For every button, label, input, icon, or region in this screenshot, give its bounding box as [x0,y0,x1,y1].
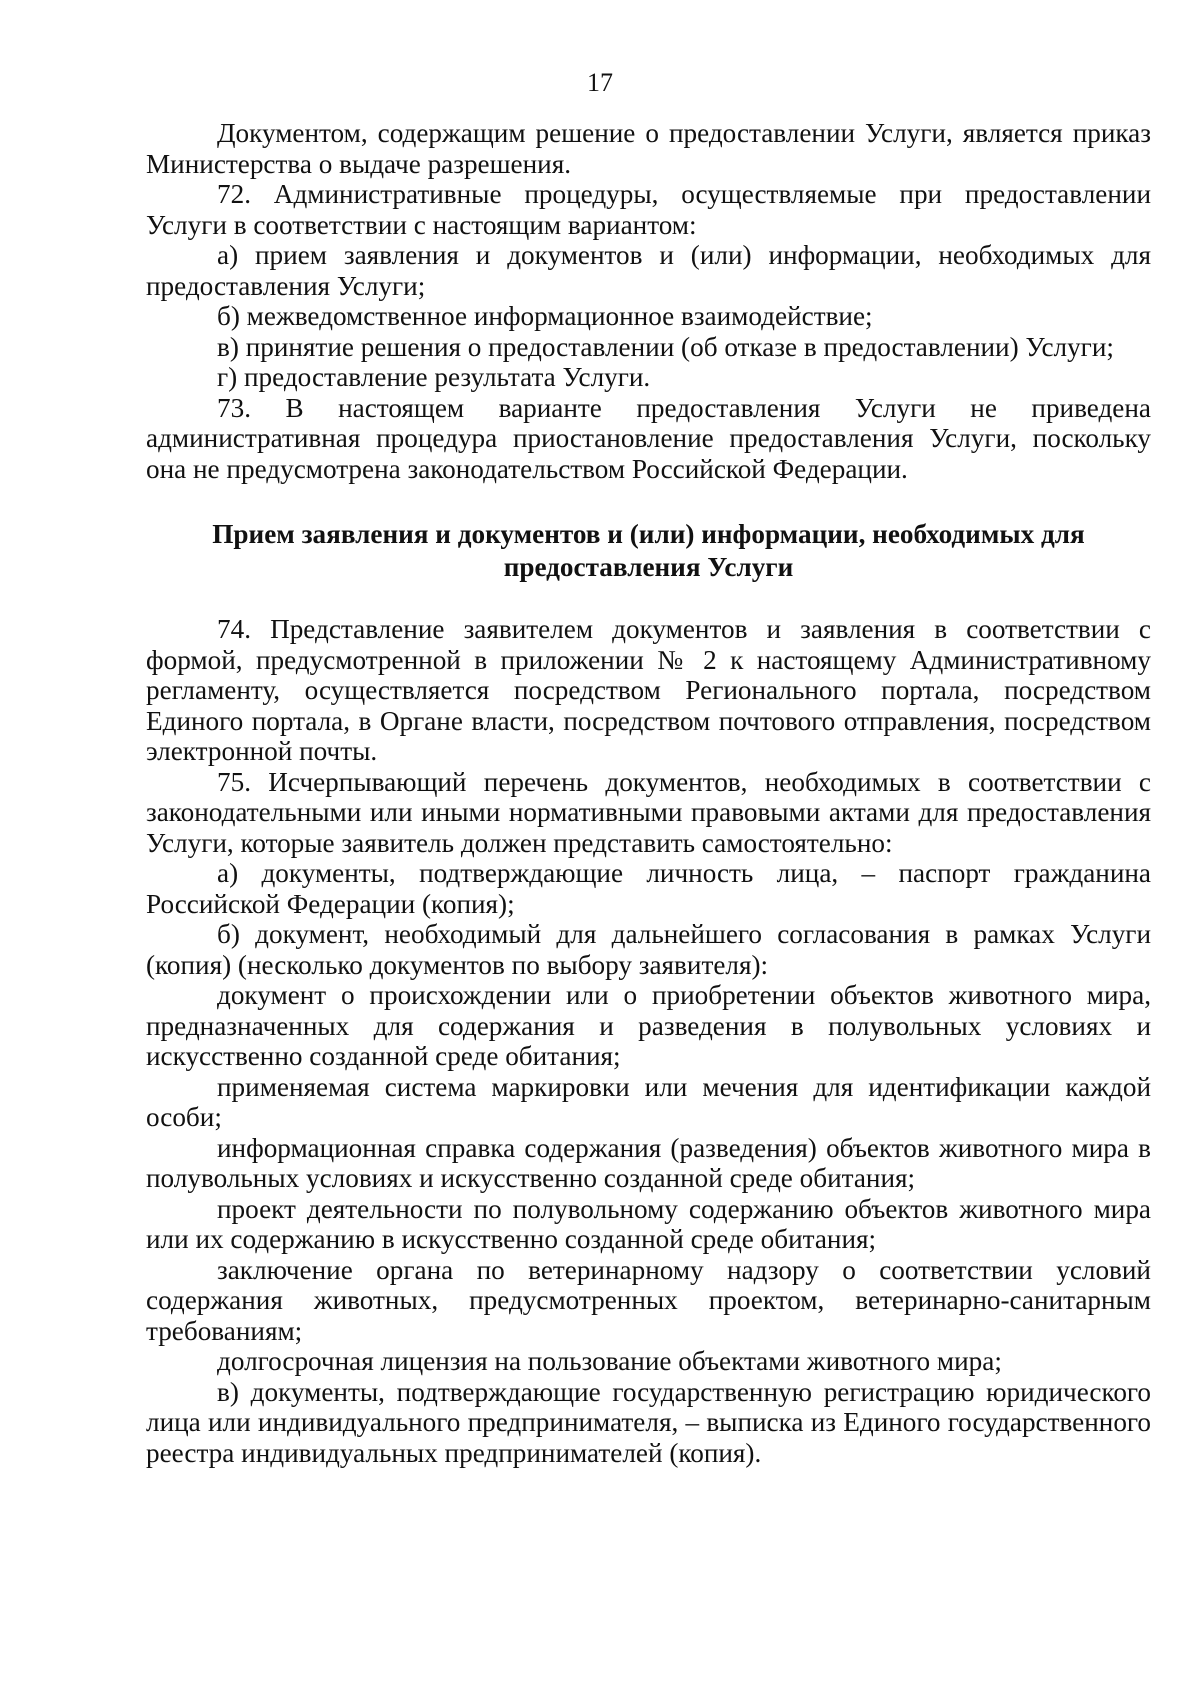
document-body [146,118,1151,1468]
paragraph-result-document: Документом, содержащим решение о предоставлении Услуги, является приказ Министерства о выдаче разрешения. [146,118,1151,179]
list-item-75b-origin-document: документ о происхождении или о приобретении объектов животного мира, предназначенных для содержания и разведения в полувольных условиях и искусственно созданной среде обитания; [146,980,1151,1071]
list-item-72b: б) межведомственное информационное взаимодействие; [217,301,873,331]
paragraph-73: 73. В настоящем варианте предоставления Услуги не приведена административная процедура приостановление предоставления Услуги, поскольку она не предусмотрена законодательством Российской Федерации. [146,392,1151,484]
list-item-75v: в) документы, подтверждающие государственную регистрацию юридического лица или индивидуального предпринимателя, – выписка из Единого государственного реестра индивидуальных предпринимателей (копия). [146,1376,1151,1468]
paragraph-75: 75. Исчерпывающий перечень документов, необходимых в соответствии с законодательными или иными нормативными правовыми актами для предоставления Услуги, которые заявитель должен представить самостоятельно: [146,766,1151,858]
page-number: 17 [587,68,613,97]
list-item-75b-marking-system: применяемая система маркировки или мечения для идентификации каждой особи; [146,1071,1151,1132]
list-item-75b-license: долгосрочная лицензия на пользование объектами животного мира; [217,1346,1002,1376]
section-heading-line-1: Прием заявления и документов и (или) информации, необходимых для [212,519,1085,549]
section-heading [146,518,1151,584]
list-item-75a: а) документы, подтверждающие личность лица, – паспорт гражданина Российской Федерации (копия); [146,858,1151,919]
section-heading-line-2: предоставления Услуги [503,552,794,582]
paragraph-72: 72. Административные процедуры, осуществляемые при предоставлении Услуги в соответствии с настоящим вариантом: [146,179,1151,240]
paragraph-74: 74. Представление заявителем документов и заявления в соответствии с формой, предусмотренной в приложении № 2 к настоящему Административному регламенту, осуществляется посредством Регионального портала, посредством Единого портала, в Органе власти, посредством почтового отправления, посредством электронной почты. [146,614,1151,766]
list-item-75b-activity-project: проект деятельности по полувольному содержанию объектов животного мира или их содержанию в искусственно созданной среде обитания; [146,1193,1151,1254]
list-item-75b: б) документ, необходимый для дальнейшего согласования в рамках Услуги (копия) (несколько документов по выбору заявителя): [146,919,1151,980]
list-item-75b-veterinary-conclusion: заключение органа по ветеринарному надзору о соответствии условий содержания животных, предусмотренных проектом, ветеринарно-санитарным требованиям; [146,1254,1151,1346]
list-item-72v: в) принятие решения о предоставлении (об отказе в предоставлении) Услуги; [217,331,1114,362]
list-item-72a: а) прием заявления и документов и (или) информации, необходимых для предоставления Услуги; [146,240,1151,301]
list-item-72g: г) предоставление результата Услуги. [217,362,651,392]
list-item-75b-info-certificate: информационная справка содержания (разведения) объектов животного мира в полувольных условиях и искусственно созданной среде обитания; [146,1132,1151,1193]
